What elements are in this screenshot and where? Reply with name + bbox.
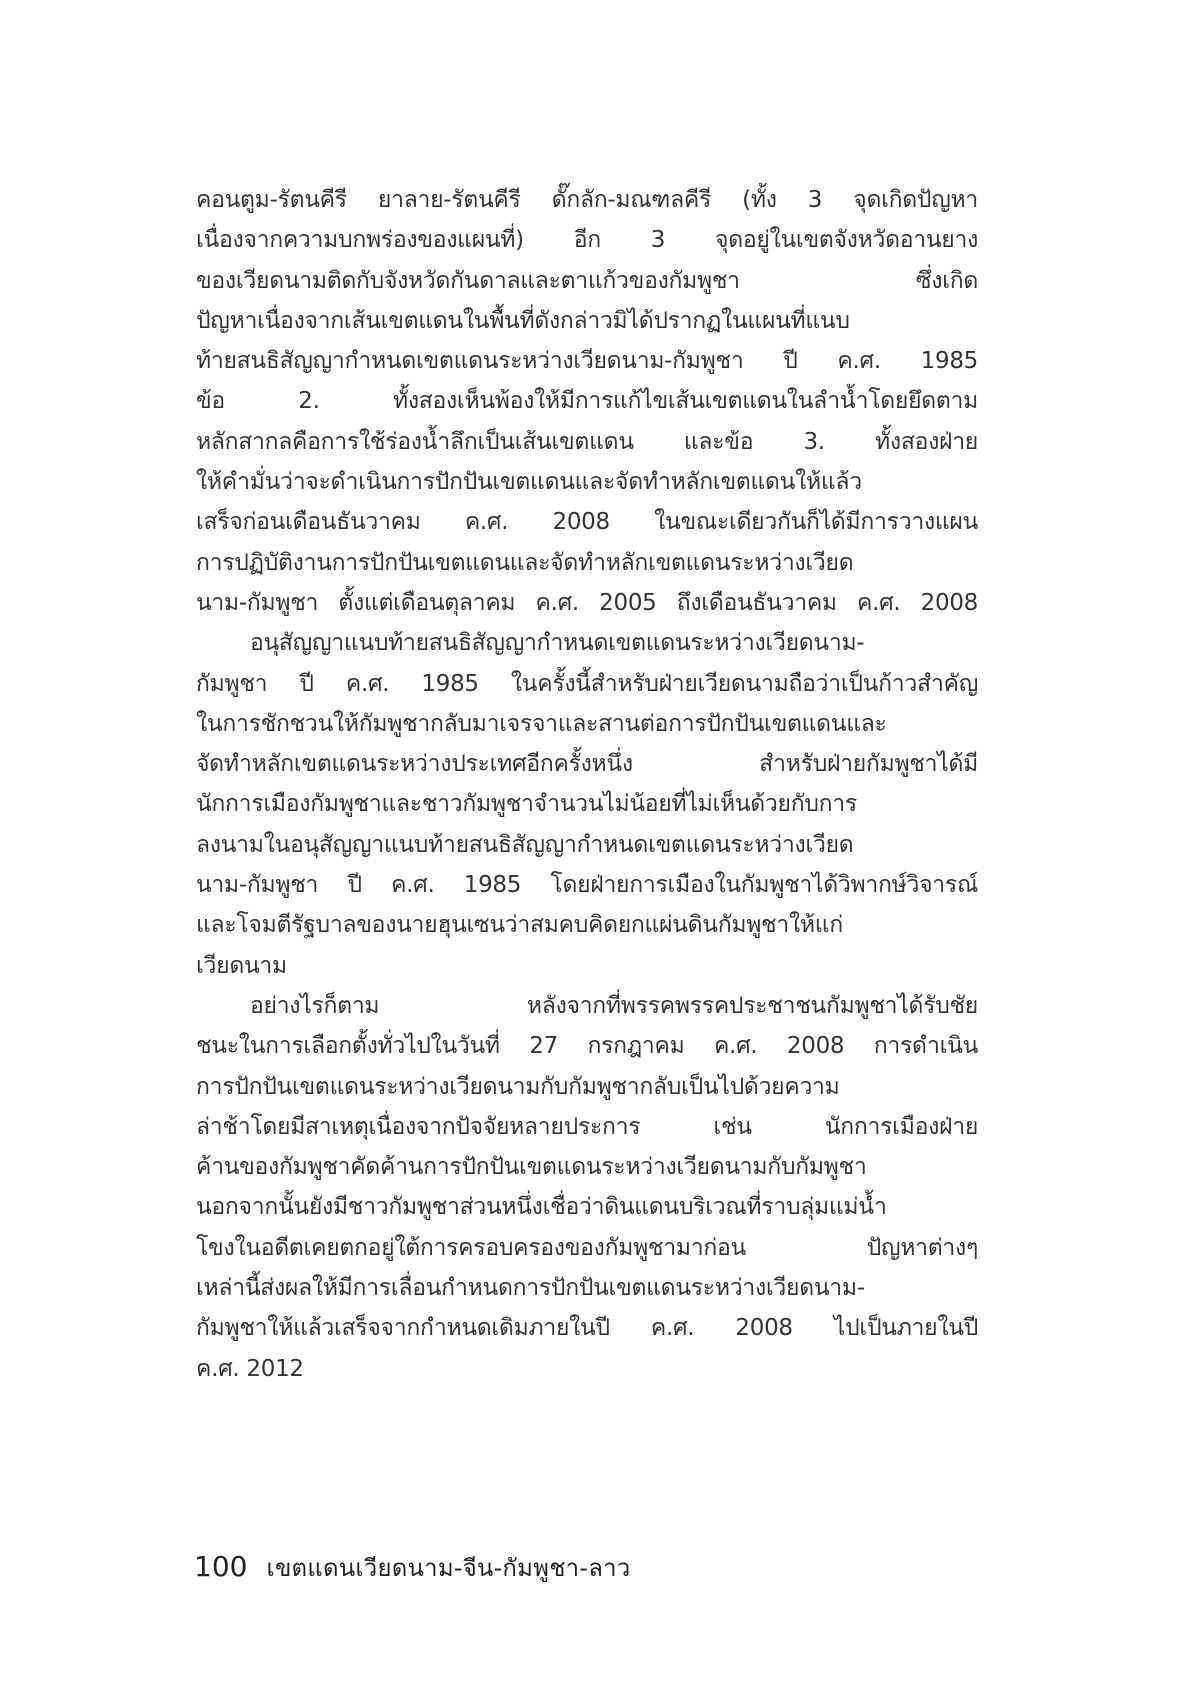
text-line: ล่าช้าโดยมีสาเหตุเนื่องจากปัจจัยหลายประการ เช่น นักการเมืองฝ่าย [196, 1113, 978, 1140]
running-title: เขตแดนเวียดนาม-จีน-กัมพูชา-ลาว [266, 1554, 631, 1582]
text-line: อนุสัญญาแนบท้ายสนธิสัญญากำหนดเขตแดนระหว่างเวียดนาม- [250, 630, 865, 657]
paragraph-3 [196, 986, 978, 1389]
text-line: ลงนามในอนุสัญญาแนบท้ายสนธิสัญญากำหนดเขตแดนระหว่างเวียด [196, 831, 854, 858]
text-line: โขงในอดีตเคยตกอยู่ใต้การครอบครองของกัมพูชามาก่อน ปัญหาต่างๆ [196, 1234, 978, 1261]
text-line: เหล่านี้ส่งผลให้มีการเลื่อนกำหนดการปักปันเขตแดนระหว่างเวียดนาม- [196, 1275, 865, 1302]
text-line: ชนะในการเลือกตั้งทั่วไปในวันที่ 27 กรกฎาคม ค.ศ. 2008 การดำเนิน [196, 1033, 978, 1060]
page-footer [194, 1548, 630, 1587]
text-line: กัมพูชา ปี ค.ศ. 1985 ในครั้งนี้สำหรับฝ่ายเวียดนามถือว่าเป็นก้าวสำคัญ [196, 670, 978, 697]
text-line: ค.ศ. 2012 [196, 1355, 304, 1382]
text-line: การปักปันเขตแดนระหว่างเวียดนามกับกัมพูชากลับเป็นไปด้วยความ [196, 1073, 840, 1100]
text-line: การปฏิบัติงานการปักปันเขตแดนและจัดทำหลักเขตแดนระหว่างเวียด [196, 549, 854, 576]
page-body [196, 180, 978, 1389]
text-line: ในการชักชวนให้กัมพูชากลับมาเจรจาและสานต่อการปักปันเขตแดนและ [196, 710, 887, 737]
text-line: ท้ายสนธิสัญญากำหนดเขตแดนระหว่างเวียดนาม-กัมพูชา ปี ค.ศ. 1985 [196, 348, 978, 375]
text-line: เนื่องจากความบกพร่องของแผนที่) อีก 3 จุดอยู่ในเขตจังหวัดอานยาง [196, 227, 978, 254]
text-line: ค้านของกัมพูชาคัดค้านการปักปันเขตแดนระหว่างเวียดนามกับกัมพูชา [196, 1154, 867, 1181]
text-line: ปัญหาเนื่องจากเส้นเขตแดนในพื้นที่ดังกล่าวมิได้ปรากฏในแผนที่แนบ [196, 307, 850, 334]
text-line: นอกจากนั้นยังมีชาวกัมพูชาส่วนหนึ่งเชื่อว่าดินแดนบริเวณที่ราบลุ่มแม่น้ำ [196, 1194, 887, 1221]
text-line: นักการเมืองกัมพูชาและชาวกัมพูชาจำนวนไม่น้อยที่ไม่เห็นด้วยกับการ [196, 791, 857, 818]
text-line: คอนตูม-รัตนคีรี ยาลาย-รัตนคีรี ดั๊กลัก-มณฑลคีรี (ทั้ง 3 จุดเกิดปัญหา [196, 187, 978, 213]
text-line: ของเวียดนามติดกับจังหวัดกันดาลและตาแก้วของกัมพูชา ซึ่งเกิด [196, 267, 978, 294]
text-line: กัมพูชาให้แล้วเสร็จจากกำหนดเดิมภายในปี ค.ศ. 2008 ไปเป็นภายในปี [196, 1315, 978, 1342]
text-line: ให้คำมั่นว่าจะดำเนินการปักปันเขตแดนและจัดทำหลักเขตแดนให้แล้ว [196, 469, 862, 496]
text-line: จัดทำหลักเขตแดนระหว่างประเทศอีกครั้งหนึ่ง สำหรับฝ่ายกัมพูชาได้มี [196, 751, 978, 778]
text-line: ข้อ 2. ทั้งสองเห็นพ้องให้มีการแก้ไขเส้นเขตแดนในลำน้ำโดยยึดตาม [196, 388, 978, 415]
paragraph-1 [196, 180, 978, 623]
text-line: นาม-กัมพูชา ตั้งแต่เดือนตุลาคม ค.ศ. 2005 ถึงเดือนธันวาคม ค.ศ. 2008 [196, 589, 978, 616]
text-line: เสร็จก่อนเดือนธันวาคม ค.ศ. 2008 ในขณะเดียวกันก็ได้มีการวางแผน [196, 509, 978, 536]
text-line: และโจมตีรัฐบาลของนายฮุนเซนว่าสมคบคิดยกแผ่นดินกัมพูชาให้แก่ [196, 912, 843, 939]
text-line: หลักสากลคือการใช้ร่องน้ำลึกเป็นเส้นเขตแดน และข้อ 3. ทั้งสองฝ่าย [196, 428, 978, 455]
text-line: เวียดนาม [196, 952, 287, 979]
page-number: 100 [194, 1550, 248, 1583]
text-line: นาม-กัมพูชา ปี ค.ศ. 1985 โดยฝ่ายการเมืองในกัมพูชาได้วิพากษ์วิจารณ์ [196, 872, 978, 899]
text-line: อย่างไรก็ตาม หลังจากที่พรรคพรรคประชาชนกัมพูชาได้รับชัย [250, 992, 978, 1019]
paragraph-2 [196, 623, 978, 986]
